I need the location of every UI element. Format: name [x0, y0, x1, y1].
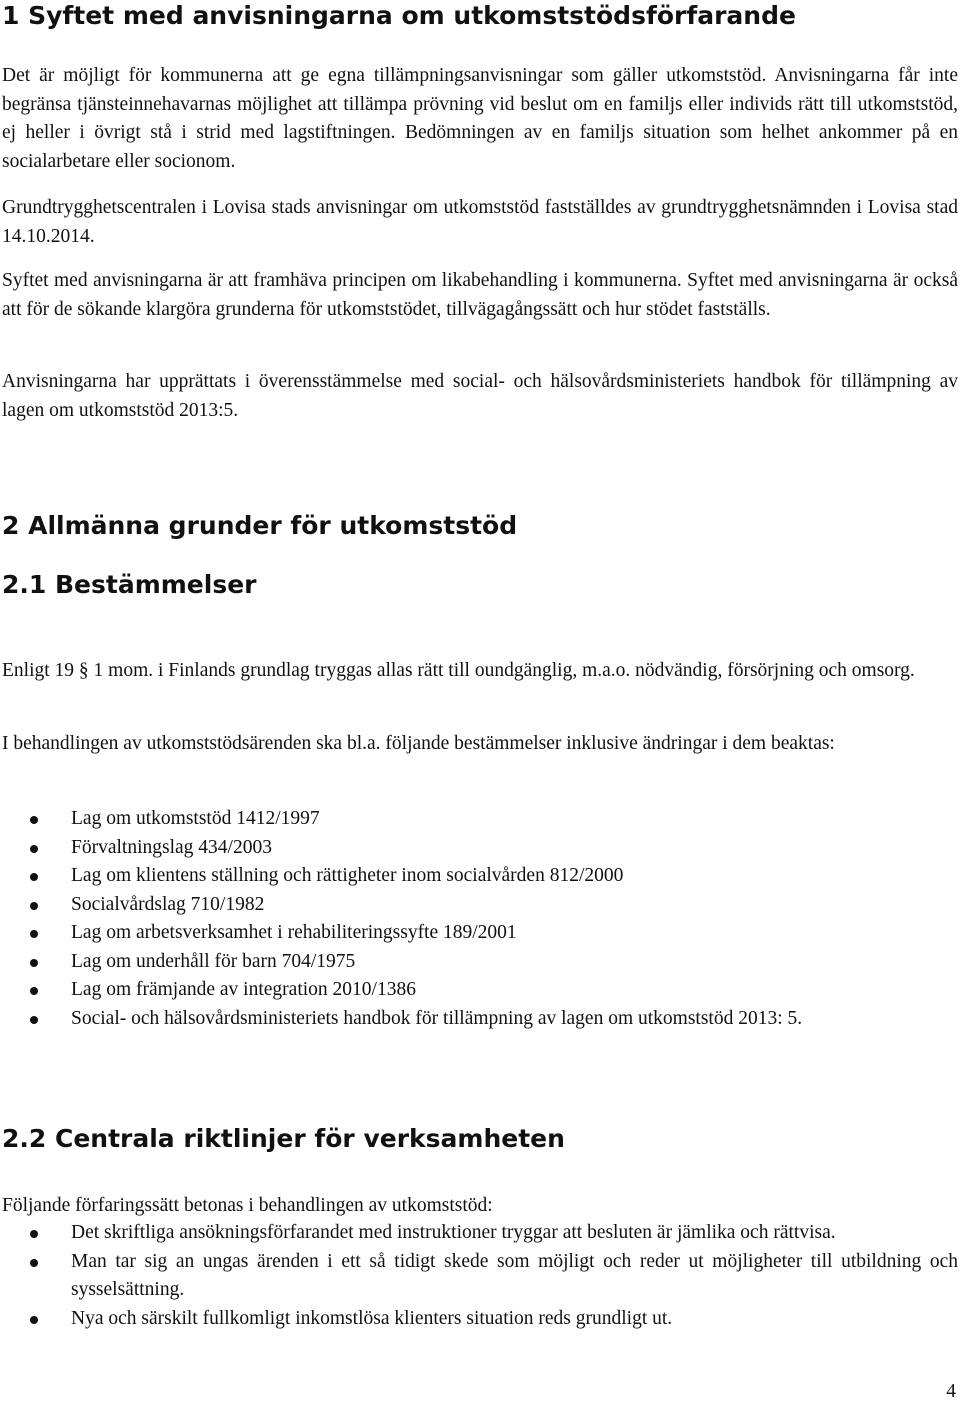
list-item [2, 948, 958, 977]
bullet-icon [30, 930, 38, 938]
list-item [2, 805, 958, 834]
list-item [2, 834, 958, 863]
section-2-1-heading: 2.1 Bestämmelser [2, 570, 257, 599]
list-item-text: Nya och särskilt fullkomligt inkomstlösa klienters situation reds grundligt ut. [71, 1307, 673, 1329]
section-2-1-paragraph-2: I behandlingen av utkomststödsärenden ska bl.a. följande bestämmelser inklusive ändringar i dem beaktas: [2, 733, 835, 754]
bullet-icon [30, 816, 38, 824]
section-1-paragraph-2: Grundtrygghetscentralen i Lovisa stads anvisningar om utkomststöd fastställdes av grundtrygghetsnämnden i Lovisa stad 14.10.2014. [2, 197, 958, 247]
list-item [2, 976, 958, 1005]
bullet-icon [30, 1230, 38, 1238]
list-item [2, 862, 958, 891]
bullet-icon [30, 873, 38, 881]
list-item [2, 1305, 958, 1334]
list-item-text: Social- och hälsovårdsministeriets handbok för tillämpning av lagen om utkomststöd 2013: 5. [71, 1007, 803, 1029]
list-item [2, 1219, 958, 1248]
legislation-list [2, 805, 958, 1033]
bullet-icon [30, 1259, 38, 1267]
list-item-text: Lag om främjande av integration 2010/1386 [71, 979, 416, 1000]
list-item [2, 891, 958, 920]
section-2-1-paragraph-1: Enligt 19 § 1 mom. i Finlands grundlag tryggas allas rätt till oundgänglig, m.a.o. nödvändig, försörjning och omsorg. [2, 660, 915, 681]
section-1-paragraph-1: Det är möjligt för kommunerna att ge egna tillämpningsanvisningar som gäller utkomststöd. Anvisningarna får inte begränsa tjänsteinnehavarnas möjlighet att tillämpa prövning vid beslut om en familjs eller individs rätt till utkomststöd, ej heller i övrigt stå i strid med lagstiftningen. Bedömningen av en familjs situation som helhet ankommer på en socialarbetare eller socionom. [2, 65, 958, 172]
section-1-heading: 1 Syftet med anvisningarna om utkomststödsförfarande [2, 1, 796, 30]
bullet-icon [30, 1016, 38, 1024]
list-item [2, 1248, 958, 1305]
bullet-icon [30, 987, 38, 995]
list-item-text: Lag om underhåll för barn 704/1975 [71, 950, 356, 972]
list-item-text: Socialvårdslag 710/1982 [71, 893, 265, 915]
list-item-text: Lag om arbetsverksamhet i rehabiliteringssyfte 189/2001 [71, 922, 517, 943]
bullet-icon [30, 1316, 38, 1324]
section-1-paragraph-3: Syftet med anvisningarna är att framhäva principen om likabehandling i kommunerna. Syftet med anvisningarna är också att för de sökande klargöra grunderna för utkomststödet, tillvägagångssätt och hur stödet fastställs. [2, 270, 958, 320]
section-1-paragraph-4: Anvisningarna har upprättats i överensstämmelse med social- och hälsovårdsministeriets handbok för tillämpning av lagen om utkomststöd 2013:5. [2, 371, 958, 421]
guidelines-list [2, 1219, 958, 1333]
page-number: 4 [946, 1381, 956, 1402]
section-2-2-intro: Följande förfaringssätt betonas i behandlingen av utkomststöd: [2, 1195, 493, 1216]
list-item-text: Förvaltningslag 434/2003 [71, 836, 272, 858]
list-item-text: Det skriftliga ansökningsförfarandet med instruktioner tryggar att besluten är jämlika och rättvisa. [71, 1222, 836, 1243]
list-item [2, 919, 958, 948]
list-item-text: Man tar sig an ungas ärenden i ett så tidigt skede som möjligt och reder ut möjligheter till utbildning och sysselsättning. [71, 1250, 958, 1300]
section-2-heading: 2 Allmänna grunder för utkomststöd [2, 511, 518, 540]
list-item [2, 1005, 958, 1034]
bullet-icon [30, 959, 38, 967]
bullet-icon [30, 902, 38, 910]
list-item-text: Lag om klientens ställning och rättigheter inom socialvården 812/2000 [71, 865, 624, 886]
bullet-icon [30, 845, 38, 853]
section-2-2-heading: 2.2 Centrala riktlinjer för verksamheten [2, 1124, 565, 1153]
list-item-text: Lag om utkomststöd 1412/1997 [71, 808, 320, 829]
